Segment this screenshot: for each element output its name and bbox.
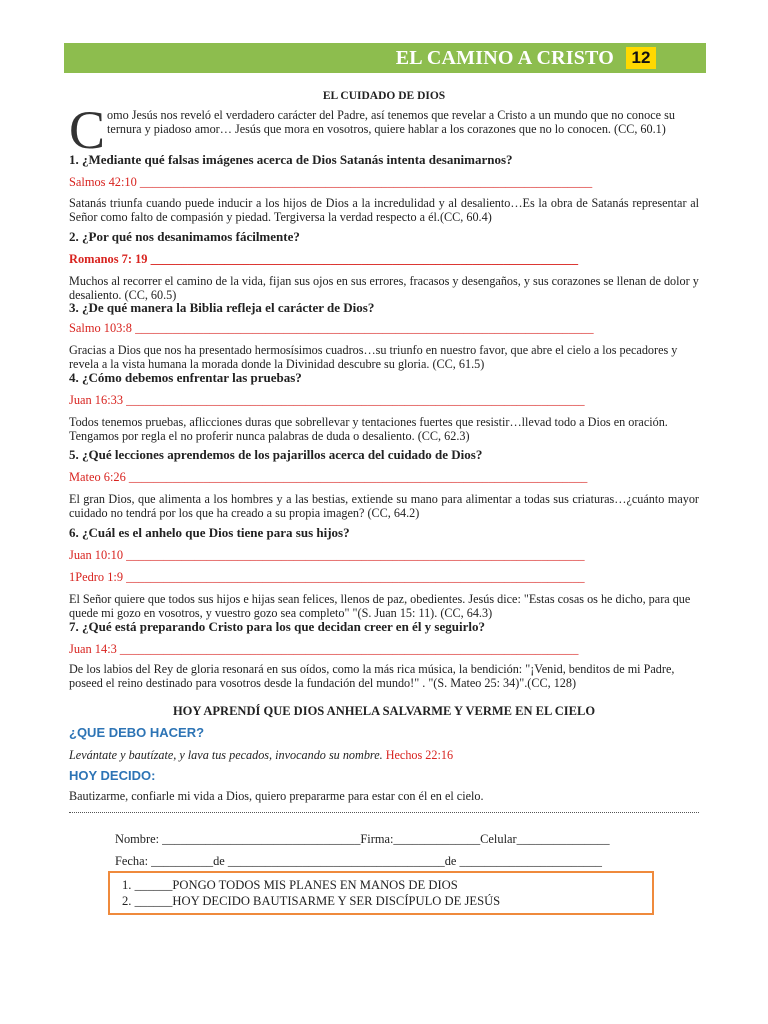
bible-ref-answer-line[interactable]: 1Pedro 1:9 __________________________________________________________________________ [69,570,585,584]
question-text: 7. ¿Qué está preparando Cristo para los que decidan creer en él y seguirlo? [69,619,485,634]
name-signature-phone-line[interactable]: Nombre: ________________________________Firma:______________Celular_______________ [115,832,610,846]
bible-ref: Hechos 22:16 [385,748,454,762]
drop-cap: C [69,100,106,160]
document-title: EL CAMINO A CRISTO [395,47,614,69]
answer-text: Gracias a Dios que nos ha presentado hermosísimos cuadros…su triunfo en nuestro favor, que abre el cielo a los pecadores y revela a la vista humana la morada donde la Divinidad descubre su gloria. (CC, 61.5) [69,343,678,371]
question-text: 1. ¿Mediante qué falsas imágenes acerca de Dios Satanás intenta desanimarnos? [69,152,513,167]
decision-text: Bautizarme, confiarle mi vida a Dios, quiero prepararme para estar con él en el cielo. [69,789,484,803]
answer-text: Satanás triunfa cuando puede inducir a los hijos de Dios a la incredulidad y al desaliento…Es la obra de Satanás representar al Señor como falto de compasión y piedad. Tergiversa la verdad respecto a él.(CC, 60.4) [69,196,699,224]
bible-ref-answer-line[interactable]: Salmos 42:10 _________________________________________________________________________ [69,175,593,189]
bible-ref-answer-line[interactable]: Mateo 6:26 __________________________________________________________________________ [69,470,588,484]
bible-ref-answer-line[interactable]: Juan 10:10 __________________________________________________________________________ [69,548,585,562]
bible-ref-answer-line[interactable]: Juan 16:33 __________________________________________________________________________ [69,393,585,407]
question-block-1 [69,153,699,167]
header-bar [64,43,706,73]
cut-line [69,812,699,813]
commitment-item[interactable]: 1. ______PONGO TODOS MIS PLANES EN MANOS DE DIOS [122,878,458,892]
decision-heading: HOY DECIDO: [69,768,156,783]
answer-text: De los labios del Rey de gloria resonará en sus oídos, como la más rica música, la bendición: "¡Venid, benditos de mi Padre, poseed el reino destinado para vosotros desde la fundación del mundo!" . "(S. Mateo 25: 34)".(CC, 128) [69,662,675,690]
question-text: 6. ¿Cuál es el anhelo que Dios tiene para sus hijos? [69,525,350,540]
question-text: 4. ¿Cómo debemos enfrentar las pruebas? [69,370,302,385]
commitments-box [108,871,654,915]
lesson-title: EL CUIDADO DE DIOS [322,90,446,102]
answer-text: El gran Dios, que alimenta a los hombres y a las bestias, extiende su mano para alimentar a todas sus criaturas…¿cuánto mayor cuidado no tendrá por los que ha creado a su propia imagen? (CC, 64.2) [69,492,699,520]
question-text: 3. ¿De qué manera la Biblia refleja el carácter de Dios? [69,300,375,315]
what-to-do-heading: ¿QUE DEBO HACER? [69,725,205,740]
call-to-action: Levántate y bautízate, y lava tus pecados, invocando su nombre. [69,748,383,762]
bible-ref-answer-line[interactable]: Salmo 103:8 __________________________________________________________________________ [69,321,594,335]
lesson-number-badge: 12 [626,47,656,69]
commitment-item[interactable]: 2. ______HOY DECIDO BAUTISARME Y SER DISCÍPULO DE JESÚS [122,894,501,908]
summary-heading: HOY APRENDÍ QUE DIOS ANHELA SALVARME Y VERME EN EL CIELO [172,704,596,718]
date-line[interactable]: Fecha: __________de ___________________________________de _______________________ [115,854,602,868]
intro-text: omo Jesús nos reveló el verdadero carácter del Padre, así tenemos que revelar a Cristo a un mundo que no conoce su ternura y piadoso amor… Jesús que mora en vosotros, quiere hablar a los corazones que no lo conocen. (CC, 60.1) [107,108,675,136]
bible-ref-answer-line[interactable]: Juan 14:3 __________________________________________________________________________ [69,642,579,656]
question-text: 2. ¿Por qué nos desanimamos fácilmente? [69,229,300,244]
bible-ref-answer-line[interactable]: Romanos 7: 19 _____________________________________________________________________ [69,252,579,266]
answer-text: Muchos al recorrer el camino de la vida, fijan sus ojos en sus errores, fracasos y desengaños, y sus corazones se llenan de dolor y desaliento. (CC, 60.5) [69,274,699,302]
answer-text: El Señor quiere que todos sus hijos e hijas sean felices, llenos de paz, obedientes. Jesús dice: "Estas cosas os he dicho, para que quede mi gozo en vosotros, y vuestro gozo sea completo" "(S. Juan 15: 11). (CC, 64.3) [69,592,691,620]
question-text: 5. ¿Qué lecciones aprendemos de los pajarillos acerca del cuidado de Dios? [69,447,483,462]
what-to-do-text [69,748,699,762]
answer-text: Todos tenemos pruebas, aflicciones duras que sobrellevar y tentaciones fuertes que resistir…llevad todo a Dios en oración. Tengamos por regla el no proferir nunca palabras de duda o desaliento. (CC, 62.3) [69,415,668,443]
